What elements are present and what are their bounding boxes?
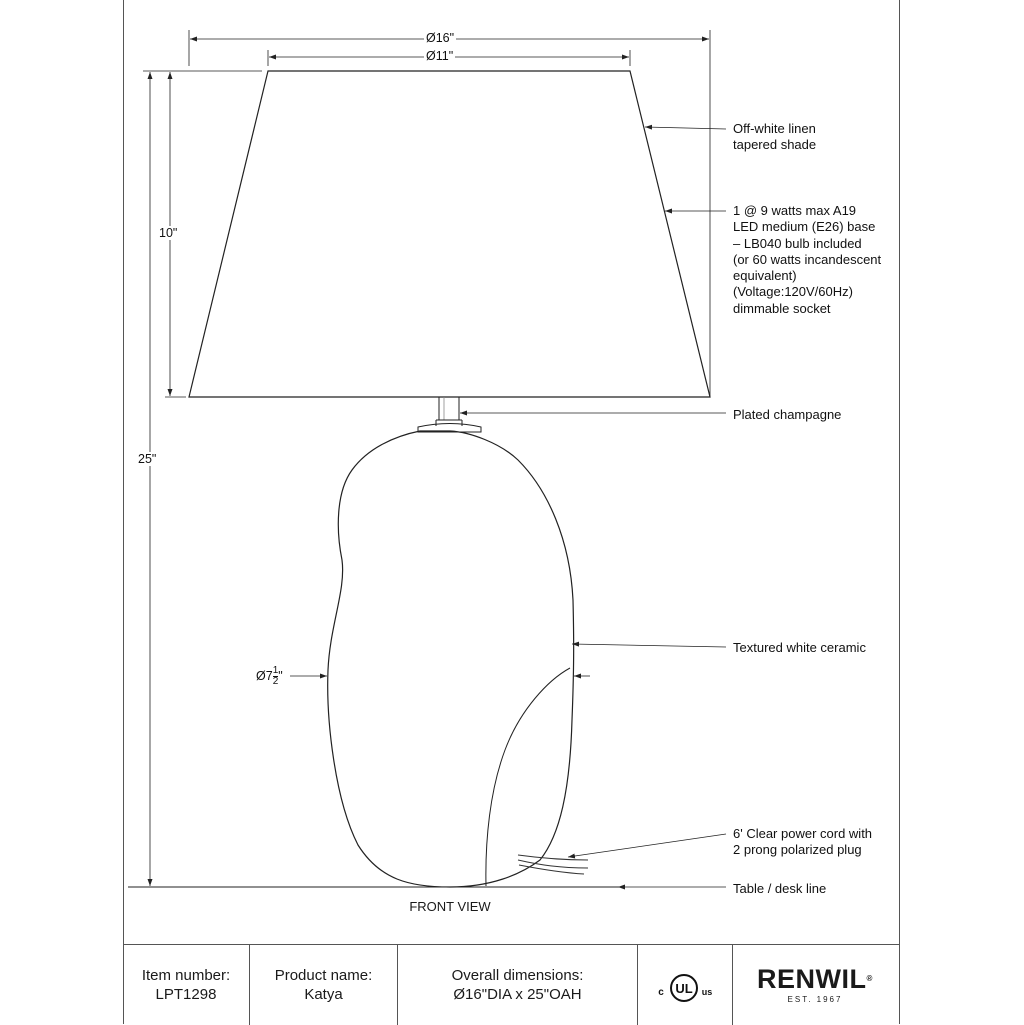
dim-base-num: 1 [272, 665, 279, 676]
lamp-shade [189, 71, 710, 397]
dim-shade-bottom: Ø16" [426, 31, 455, 45]
callout-finish: Plated champagne [733, 407, 842, 422]
dim-shade-top: Ø11" [426, 49, 454, 63]
culus-logo-icon [654, 968, 714, 1008]
lamp-neck [439, 397, 459, 420]
callout-shade: Off-white linen tapered shade [733, 121, 817, 153]
overall-dimensions-value: Ø16"DIA x 25"OAH [453, 986, 582, 1003]
overall-dimensions-label: Overall dimensions: [451, 967, 584, 984]
item-number-value: LPT1298 [155, 986, 217, 1003]
callout-bulb: 1 @ 9 watts max A19 LED medium (E26) base – LB040 bulb included (or 60 watts incandescent equivalent) (Voltage:120V/60Hz) dimmable socket [733, 203, 882, 316]
callout-body: Textured white ceramic [733, 640, 866, 655]
product-name-value: Katya [304, 986, 343, 1003]
cert-ul-text: UL [675, 981, 693, 996]
item-number-label: Item number: [141, 967, 231, 984]
cert-us-text: us [701, 987, 713, 997]
view-label: FRONT VIEW [409, 899, 491, 914]
dim-base-den: 2 [272, 676, 279, 687]
lamp-body [328, 431, 574, 887]
dim-base-suffix: " [278, 668, 283, 683]
dim-shade-height: 10" [159, 226, 178, 240]
callout-table: Table / desk line [733, 881, 827, 896]
dim-base-prefix: Ø7 [256, 668, 273, 683]
brand-est: EST. 1967 [787, 995, 843, 1004]
cert-c-text: c [658, 987, 664, 998]
product-name-label: Product name: [274, 967, 373, 984]
brand-registered: ® [866, 974, 873, 983]
dim-base-diameter [254, 666, 285, 687]
overall-dimensions-cell [398, 945, 638, 1025]
dim-overall-height: 25" [138, 452, 157, 466]
renwil-logo [745, 965, 885, 1004]
brand-name: RENWIL [757, 964, 867, 994]
callout-cord: 6' Clear power cord with 2 prong polarized plug [733, 826, 873, 858]
item-number-cell [123, 945, 250, 1025]
product-name-cell [250, 945, 398, 1025]
